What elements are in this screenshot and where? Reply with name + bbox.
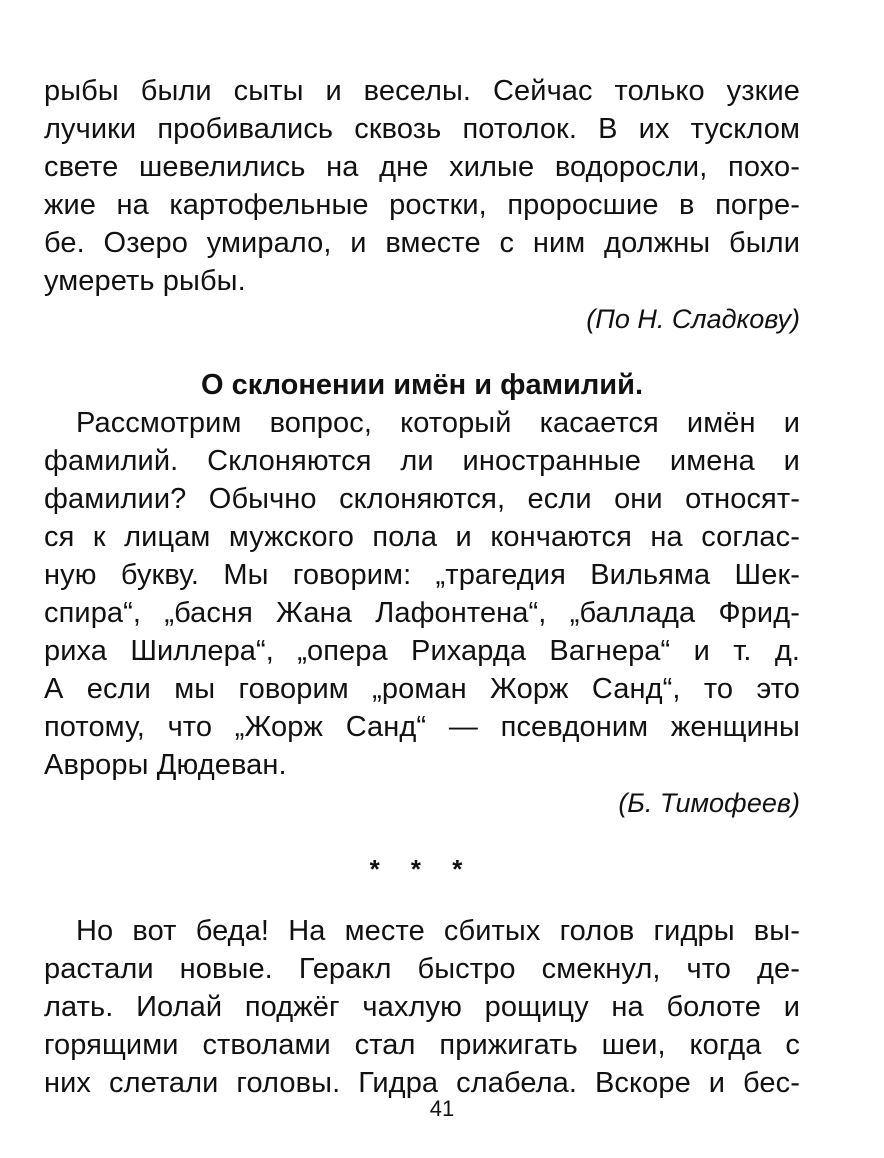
section-heading: О склонении имён и фамилий.	[200, 369, 644, 401]
source-attribution: (По Н. Сладкову)	[586, 304, 800, 334]
paragraph-names	[44, 404, 800, 784]
text-line: Но вот беда! На месте сбитых голов гидры вы-	[76, 915, 800, 947]
text-line: умереть рыбы.	[44, 265, 246, 297]
text-line: лать. Иолай поджёг чахлую рощицу на болоте и	[44, 991, 800, 1023]
text-line: фамилии? Обычно склоняются, если они относят-	[44, 483, 800, 515]
text-line: Рассмотрим вопрос, который касается имён и	[76, 407, 800, 439]
text-line: бе. Озеро умирало, и вместе с ним должны были	[44, 227, 800, 259]
text-line: горящими стволами стал прижигать шеи, когда с	[44, 1029, 800, 1061]
text-line: рыбы были сыты и веселы. Сейчас только узкие	[44, 75, 800, 107]
text-line: Авроры Дюдеван.	[44, 749, 287, 781]
text-line: ную букву. Мы говорим: „трагедия Вильяма Шек-	[44, 559, 800, 591]
paragraph-fish	[44, 72, 800, 300]
paragraph-hydra	[44, 912, 800, 1102]
text-line: А если мы говорим „роман Жорж Санд“, то это	[44, 673, 800, 705]
text-line: ся к лицам мужского пола и кончаются на соглас-	[44, 521, 800, 553]
section-separator: * * *	[369, 854, 475, 884]
text-line: жие на картофельные ростки, проросшие в погре-	[44, 189, 800, 221]
text-line: лучики пробивались сквозь потолок. В их тусклом	[44, 113, 800, 145]
text-line: них слетали головы. Гидра слабела. Вскоре и бес-	[44, 1067, 800, 1099]
text-line: растали новые. Геракл быстро смекнул, что де-	[44, 953, 800, 985]
source-attribution: (Б. Тимофеев)	[618, 788, 800, 818]
text-line: свете шевелились на дне хилые водоросли, похо-	[44, 151, 800, 183]
text-line: потому, что „Жорж Санд“ — псевдоним женщины	[44, 711, 800, 743]
text-line: спира“, „басня Жана Лафонтена“, „баллада Фрид-	[44, 597, 800, 629]
text-line: фамилий. Склоняются ли иностранные имена и	[44, 445, 800, 477]
text-line: риха Шиллера“, „опера Рихарда Вагнера“ и т. д.	[44, 635, 800, 667]
page-content	[44, 72, 800, 1102]
spacer	[44, 888, 800, 912]
page-number: 41	[429, 1096, 455, 1121]
